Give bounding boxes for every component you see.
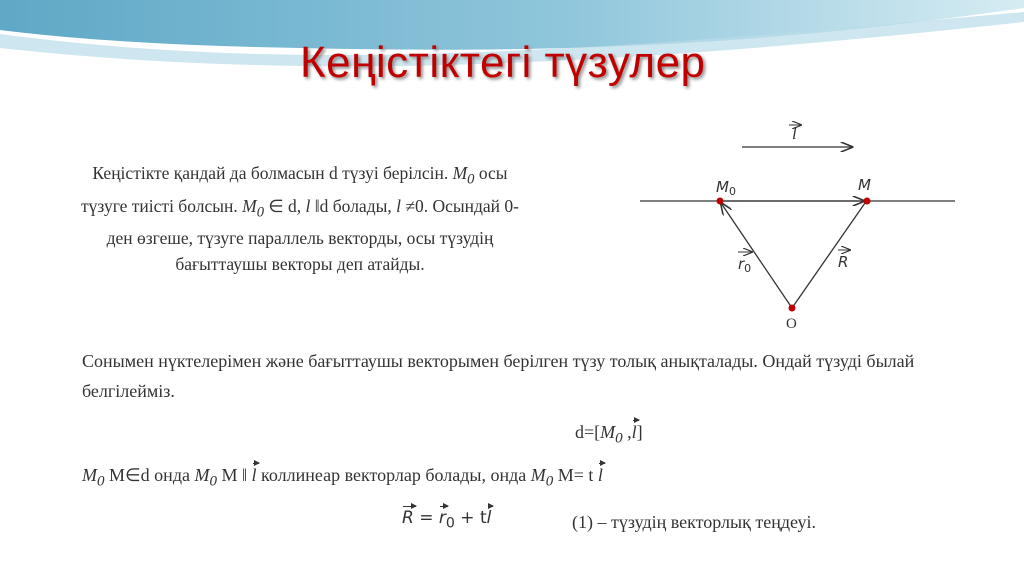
m0-symbol: $M_0$ xyxy=(242,195,264,220)
l-symbol: l xyxy=(305,195,311,216)
m0-symbol: $M_0$ xyxy=(452,163,475,188)
text-line-1: Сонымен нүктелерімен және бағыттаушы векторымен берілген түзу толық анықталады. Ондай түзуді былай белгілейміз. xyxy=(82,351,915,401)
vector-r0 xyxy=(721,203,792,308)
m-label: M xyxy=(858,176,871,194)
equation-caption: (1) – түзудің векторлық теңдеуі. xyxy=(572,512,817,532)
para-text-3: ∈ d, xyxy=(263,195,302,216)
point-o xyxy=(789,305,796,312)
o-label: O xyxy=(786,316,797,332)
collinear-line: $M_0$ M∈d онда $M_0$ M ǁ l коллинеар векторлар болады, онда $M_0$ M= t l xyxy=(82,465,603,490)
para-text-1: Кеңістікте қандай да болмасын d түзуі берілсін. xyxy=(92,163,449,183)
l-symbol: l xyxy=(396,195,401,216)
para-text-2: осы түзуге тиісті болсын. xyxy=(81,163,508,216)
r0-label: $r_0$ xyxy=(738,255,752,275)
definition-paragraph xyxy=(80,160,520,277)
page-title: Кеңістіктегі түзулер xyxy=(300,38,706,87)
vector-R xyxy=(792,203,865,308)
vector-equation: $R = r_0$ + tl xyxy=(402,508,492,532)
point-m xyxy=(864,198,871,205)
para-text-4: ǁd болады, xyxy=(310,195,397,216)
vector-diagram xyxy=(630,115,970,345)
m0-label: $M_0$ xyxy=(716,178,736,198)
point-m0 xyxy=(717,198,724,205)
line-notation: $d=[M_0$ ,l] xyxy=(575,422,643,447)
para-text-5: ≠0. Осындай 0-ден өзгеше, түзуге параллель векторды, осы түзудің бағыттаушы векторы деп атайды. xyxy=(106,195,519,274)
vector-l-label: l xyxy=(792,124,797,143)
R-label: R xyxy=(838,253,849,271)
